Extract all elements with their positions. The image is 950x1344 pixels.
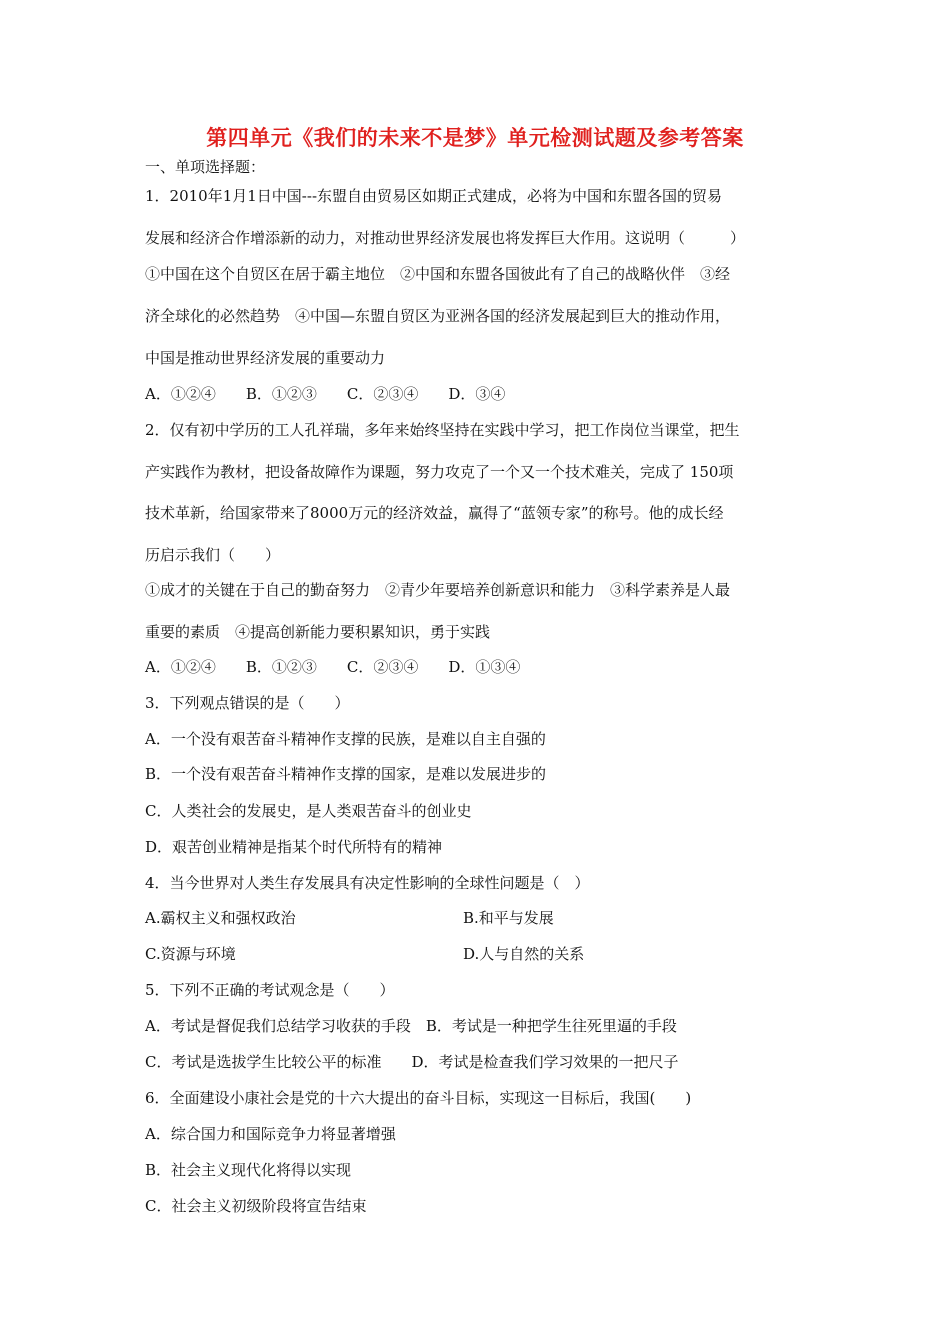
q4-stem: 4．当今世界对人类生存发展具有决定性影响的全球性问题是（ ） <box>145 874 590 892</box>
q6-stem: 6．全面建设小康社会是党的十六大提出的奋斗目标，实现这一目标后，我国( ) <box>145 1089 692 1107</box>
q1-line-1: 1．2010年1月1日中国---东盟自由贸易区如期正式建成，必将为中国和东盟各国的贸易 <box>145 187 723 205</box>
q3-option-c: C．人类社会的发展史，是人类艰苦奋斗的创业史 <box>145 802 472 820</box>
q1-line-3: ①中国在这个自贸区在居于霸主地位 ②中国和东盟各国彼此有了自己的战略伙伴 ③经 <box>145 265 731 283</box>
document-title: 第四单元《我们的未来不是梦》单元检测试题及参考答案 <box>206 125 744 150</box>
q5-options-cd: C．考试是选拔学生比较公平的标准 D．考试是检查我们学习效果的一把尺子 <box>145 1053 679 1071</box>
q5-options-ab: A．考试是督促我们总结学习收获的手段 B．考试是一种把学生往死里逼的手段 <box>145 1017 677 1035</box>
q2-options: A．①②④ B．①②③ C．②③④ D．①③④ <box>145 658 521 676</box>
q2-line-4: 历启示我们（ ） <box>145 546 281 564</box>
q4-option-b: B.和平与发展 <box>463 909 554 927</box>
q6-option-a: A．综合国力和国际竞争力将显著增强 <box>145 1125 396 1143</box>
q3-option-a: A．一个没有艰苦奋斗精神作支撑的民族，是难以自主自强的 <box>145 730 546 748</box>
q2-line-2: 产实践作为教材，把设备故障作为课题，努力攻克了一个又一个技术难关，完成了 150项 <box>145 463 734 481</box>
q1-line-5: 中国是推动世界经济发展的重要动力 <box>145 349 386 367</box>
q1-line-4: 济全球化的必然趋势 ④中国—东盟自贸区为亚洲各国的经济发展起到巨大的推动作用， <box>145 307 731 325</box>
q2-line-3: 技术革新，给国家带来了8000万元的经济效益，赢得了“蓝领专家”的称号。他的成长经 <box>145 504 724 522</box>
q2-line-6: 重要的素质 ④提高创新能力要积累知识，勇于实践 <box>145 623 491 641</box>
q4-option-c: C.资源与环境 <box>145 945 236 963</box>
q6-option-c: C．社会主义初级阶段将宣告结束 <box>145 1197 367 1215</box>
q4-option-a: A.霸权主义和强权政治 <box>145 909 296 927</box>
q3-stem: 3．下列观点错误的是（ ） <box>145 694 350 712</box>
q2-line-1: 2．仅有初中学历的工人孔祥瑞，多年来始终坚持在实践中学习，把工作岗位当课堂，把生 <box>145 421 740 439</box>
q3-option-b: B．一个没有艰苦奋斗精神作支撑的国家，是难以发展进步的 <box>145 765 547 783</box>
q1-options: A．①②④ B．①②③ C．②③④ D．③④ <box>145 385 506 403</box>
q1-line-2: 发展和经济合作增添新的动力，对推动世界经济发展也将发挥巨大作用。这说明（ ） <box>145 229 746 247</box>
q2-line-5: ①成才的关键在于自己的勤奋努力 ②青少年要培养创新意识和能力 ③科学素养是人最 <box>145 581 731 599</box>
q3-option-d: D．艰苦创业精神是指某个时代所特有的精神 <box>145 838 443 856</box>
q4-option-d: D.人与自然的关系 <box>463 945 585 963</box>
q6-option-b: B．社会主义现代化将得以实现 <box>145 1161 352 1179</box>
section-heading: 一、单项选择题： <box>145 158 266 176</box>
q5-stem: 5．下列不正确的考试观念是（ ） <box>145 981 395 999</box>
